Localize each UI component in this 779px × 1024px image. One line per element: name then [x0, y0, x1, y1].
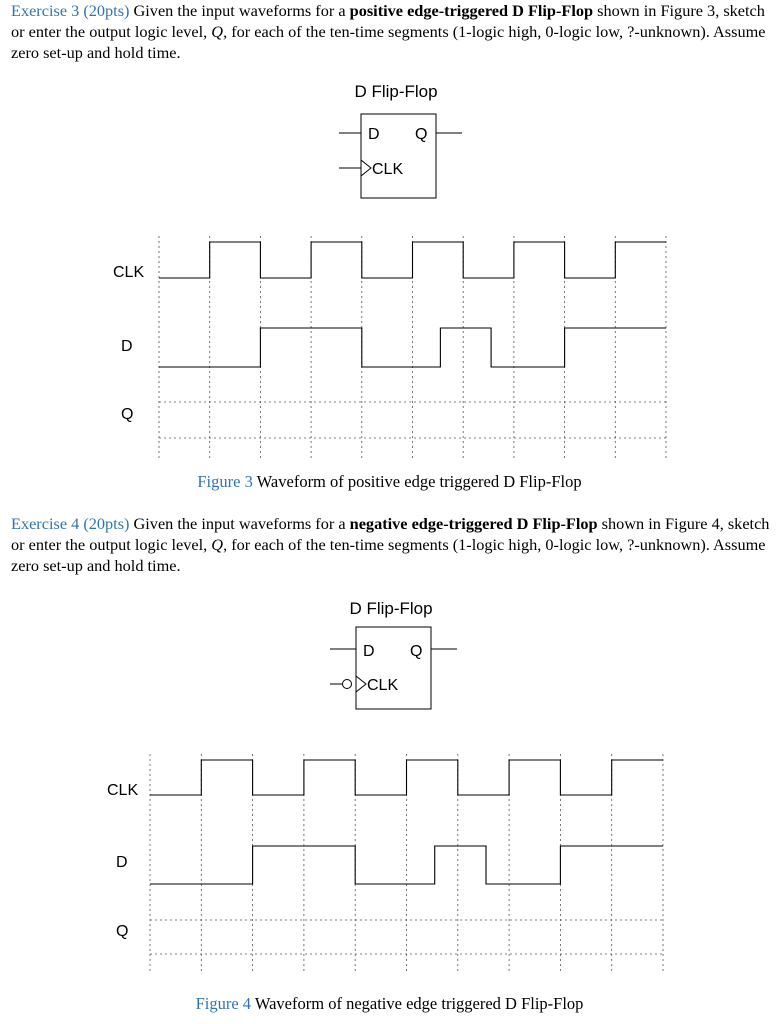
figure-3 [0, 0, 779, 470]
clk-waveform [150, 760, 663, 795]
caption-text: Waveform of positive edge triggered D Flip-Flop [252, 472, 582, 491]
pin-clk: CLK [372, 161, 404, 178]
clk-waveform [159, 242, 666, 278]
exercise-3-bold: positive edge-triggered D Flip-Flop [349, 1, 594, 20]
pin-d: D [363, 643, 375, 660]
exercise-4-label: Exercise 4 (20pts) [11, 514, 130, 533]
caption-prefix: Figure 4 [195, 994, 252, 1013]
row-label-d: D [116, 854, 128, 871]
clk-inversion-bubble [343, 680, 352, 689]
exercise-4-bold: negative edge-triggered D Flip-Flop [349, 514, 598, 533]
flip-flop-block-4 [330, 599, 457, 709]
flip-flop-block-3 [339, 82, 462, 198]
row-label-clk: CLK [107, 782, 139, 799]
exercise-4-intro: Given the input waveforms for a [129, 514, 350, 533]
figure-3-caption [0, 472, 779, 492]
exercise-3-rest: , for each of the ten-time segments (1-logic high, 0-logic low, ?-unknown). Assume zero set-up and hold time. [11, 22, 766, 62]
pin-q: Q [410, 643, 423, 660]
exercise-4-text [11, 513, 771, 576]
exercise-3-q: Q [211, 22, 224, 41]
row-label-q: Q [116, 923, 129, 940]
figure-4 [0, 580, 779, 990]
caption-prefix: Figure 3 [197, 472, 253, 491]
exercise-4-rest: , for each of the ten-time segments (1-logic high, 0-logic low, ?-unknown). Assume zero set-up and hold time. [11, 535, 766, 575]
exercise-3-label: Exercise 3 (20pts) [11, 1, 130, 20]
figure-4-caption [0, 994, 779, 1014]
timing-waves-3 [159, 242, 666, 367]
caption-text: Waveform of negative edge triggered D Flip-Flop [251, 994, 584, 1013]
exercise-4-q: Q [211, 535, 224, 554]
row-label-d: D [121, 338, 133, 355]
exercise-4-mid: shown in Figure 4, sketch or enter the output logic level, [11, 514, 770, 554]
exercise-3-intro: Given the input waveforms for a [129, 1, 350, 20]
block-box [356, 627, 431, 709]
row-label-clk: CLK [113, 264, 145, 281]
pin-q: Q [415, 126, 428, 143]
exercise-3-mid: shown in Figure 3, sketch or enter the output logic level, [11, 1, 765, 41]
block-title: D Flip-Flop [349, 599, 433, 618]
row-label-q: Q [121, 406, 134, 423]
pin-d: D [368, 126, 380, 143]
pin-clk: CLK [367, 677, 399, 694]
block-title: D Flip-Flop [354, 82, 438, 101]
